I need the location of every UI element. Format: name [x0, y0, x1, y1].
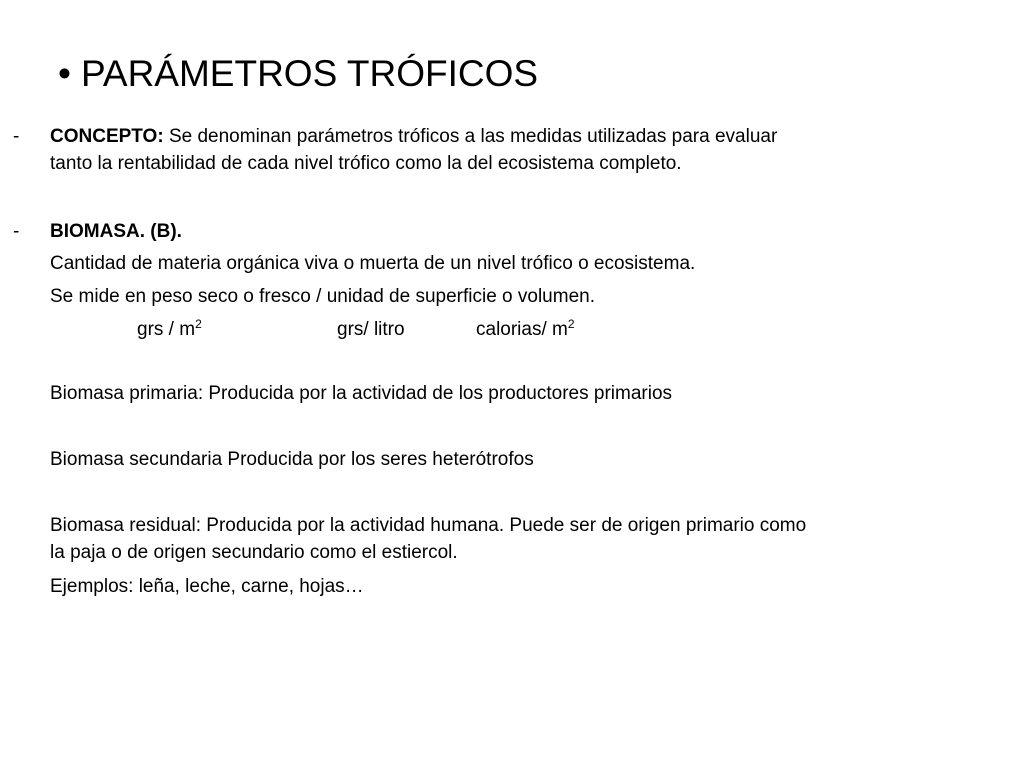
concepto-definition: Se denominan parámetros tróficos a las medidas utilizadas para evaluar — [163, 126, 778, 147]
concepto-label: CONCEPTO: — [50, 126, 164, 147]
concepto-dash: - — [13, 126, 20, 147]
biomasa-heading: BIOMASA. (B). — [50, 221, 182, 242]
unit-grs-m2: grs / $m^2$ — [137, 317, 202, 340]
unit-grs-litro: grs/ litro — [337, 319, 405, 340]
title-text: PARÁMETROS TRÓFICOS — [80, 53, 539, 94]
concepto-line-2: tanto la rentabilidad de cada nivel trófico como la del ecosistema completo. — [50, 153, 682, 174]
biomasa-secundaria: Biomasa secundaria Producida por los seres heterótrofos — [50, 449, 534, 470]
concepto-line-1 — [50, 124, 777, 150]
biomasa-definition: Cantidad de materia orgánica viva o muerta de un nivel trófico o ecosistema. — [50, 253, 696, 274]
title-bullet: • — [58, 53, 71, 94]
unit-calorias-m2: calorias/ $m^2$ — [476, 317, 575, 340]
biomasa-dash: - — [13, 221, 20, 242]
biomasa-primaria: Biomasa primaria: Producida por la actividad de los productores primarios — [50, 383, 673, 404]
biomasa-residual-line-2: la paja o de origen secundario como el estiercol. — [50, 542, 458, 563]
slide-title — [58, 52, 538, 96]
biomasa-residual-line-1: Biomasa residual: Producida por la actividad humana. Puede ser de origen primario como — [50, 515, 807, 536]
biomasa-measure: Se mide en peso seco o fresco / unidad de superficie o volumen. — [50, 286, 595, 307]
ejemplos: Ejemplos: leña, leche, carne, hojas… — [50, 576, 364, 597]
